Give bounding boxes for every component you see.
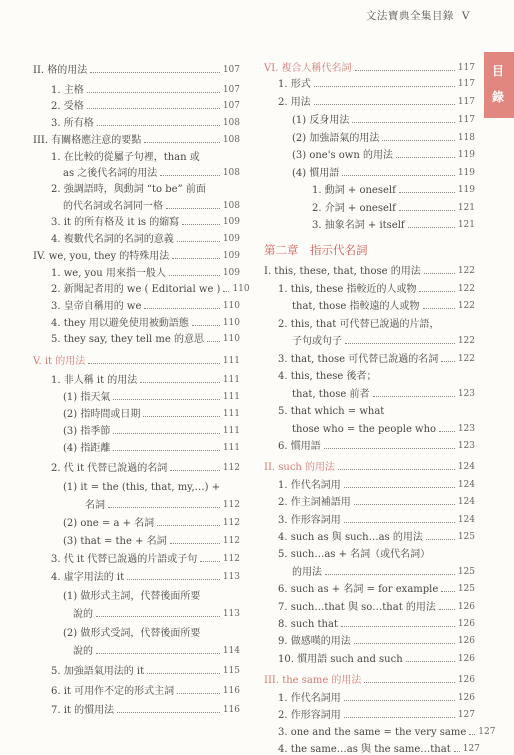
toc-entry[interactable] bbox=[63, 392, 240, 403]
toc-entry-title: 3. 代 it 代替已說過的片語或子句 bbox=[51, 554, 198, 565]
toc-entry[interactable] bbox=[51, 234, 240, 245]
dot-leader bbox=[399, 210, 455, 211]
dot-leader bbox=[96, 616, 220, 617]
toc-entry-title: (1) 指天氣 bbox=[63, 392, 111, 403]
toc-entry-page: 124 bbox=[457, 480, 475, 490]
dot-leader bbox=[140, 382, 220, 383]
dot-leader bbox=[147, 673, 220, 674]
toc-entry[interactable] bbox=[51, 268, 240, 279]
toc-entry-title: 4. such as 與 such…as 的用法 bbox=[278, 532, 423, 543]
toc-entry-page: 112 bbox=[222, 536, 240, 546]
toc-entry-title: (2) 加強語氣的用法 bbox=[292, 133, 380, 144]
toc-entry[interactable] bbox=[278, 549, 475, 560]
toc-entry[interactable] bbox=[278, 497, 475, 508]
toc-entry-page: 111 bbox=[222, 392, 240, 402]
toc-entry-page: 124 bbox=[457, 462, 475, 472]
toc-entry-page: 112 bbox=[222, 554, 240, 564]
toc-entry-page: 109 bbox=[222, 251, 240, 261]
toc-entry-title: 10. 慣用語 such and such bbox=[278, 654, 403, 665]
dot-leader bbox=[355, 70, 455, 71]
toc-entry-page: 122 bbox=[457, 336, 475, 346]
dot-leader bbox=[160, 175, 220, 176]
toc-entry[interactable] bbox=[51, 284, 250, 295]
toc-entry[interactable] bbox=[63, 201, 240, 212]
dot-leader bbox=[113, 399, 219, 400]
toc-entry-title: 6. such as + 名詞 = for example bbox=[278, 584, 439, 595]
toc-entry[interactable] bbox=[278, 654, 475, 665]
toc-entry[interactable] bbox=[51, 686, 240, 697]
toc-entry-title: V. it 的用法 bbox=[33, 356, 86, 367]
toc-entry[interactable] bbox=[51, 118, 240, 129]
toc-entry[interactable] bbox=[51, 334, 240, 345]
toc-entry-title: 名詞 bbox=[85, 500, 105, 511]
toc-entry[interactable] bbox=[264, 675, 475, 686]
dot-leader bbox=[166, 208, 220, 209]
dot-leader bbox=[439, 609, 455, 610]
toc-entry-page: 108 bbox=[222, 168, 240, 178]
dot-leader bbox=[441, 591, 455, 592]
toc-entry-title: 子句或句子 bbox=[292, 336, 342, 347]
toc-entry-title: 1. 作代名詞用 bbox=[278, 693, 341, 704]
toc-entry-page: 126 bbox=[457, 619, 475, 629]
toc-entry-page: 116 bbox=[222, 686, 240, 696]
toc-entry-title: (2) 做形式受詞，代替後面所要 bbox=[63, 628, 201, 639]
toc-entry-page: 117 bbox=[457, 115, 475, 125]
toc-entry-page: 113 bbox=[222, 609, 240, 619]
dot-leader bbox=[324, 448, 455, 449]
toc-entry-title: those who = the people who bbox=[292, 424, 437, 435]
toc-entry[interactable] bbox=[292, 389, 475, 400]
toc-entry[interactable] bbox=[63, 482, 240, 493]
toc-entry-page: 111 bbox=[222, 443, 240, 453]
toc-entry[interactable] bbox=[33, 251, 240, 262]
dot-leader bbox=[341, 626, 455, 627]
dot-leader bbox=[144, 308, 219, 309]
toc-entry-title: 2. 強調語時，與動詞 “to be” 前面 bbox=[51, 184, 206, 195]
dot-leader bbox=[177, 241, 220, 242]
toc-entry[interactable] bbox=[312, 220, 475, 231]
toc-entry-title: 1. 形式 bbox=[278, 79, 311, 90]
toc-entry-page: 126 bbox=[457, 675, 475, 685]
toc-entry[interactable] bbox=[292, 168, 475, 179]
toc-entry-title: (1) 做形式主詞，代替後面所要 bbox=[63, 591, 201, 602]
toc-entry-title: (3) that = the + 名詞 bbox=[63, 536, 167, 547]
toc-entry[interactable] bbox=[63, 628, 240, 639]
toc-entry-title: (3) 指季節 bbox=[63, 426, 111, 437]
toc-entry-title: I. this, these, that, those 的用法 bbox=[264, 266, 421, 277]
dot-leader bbox=[314, 86, 455, 87]
toc-entry[interactable] bbox=[278, 532, 475, 543]
toc-entry-title: 3. 皇帝自稱用的 we bbox=[51, 301, 142, 312]
toc-entry-title: 5. such…as + 名詞（或代名詞） bbox=[278, 549, 431, 560]
toc-entry-page: 126 bbox=[457, 654, 475, 664]
toc-entry-page: 109 bbox=[222, 234, 240, 244]
toc-entry-page: 126 bbox=[457, 602, 475, 612]
toc-entry-title: (2) one = a + 名詞 bbox=[63, 518, 155, 529]
dot-leader bbox=[344, 522, 455, 523]
toc-entry-title: 2. 新聞記者用的 we ( Editorial we ) bbox=[51, 284, 221, 295]
dot-leader bbox=[373, 396, 455, 397]
dot-leader bbox=[439, 431, 455, 432]
dot-leader bbox=[423, 308, 455, 309]
toc-entry-title: VI. 複合人稱代名詞 bbox=[264, 63, 352, 74]
toc-entry-title: 7. such…that 與 so…that 的用法 bbox=[278, 602, 436, 613]
toc-entry-page: 117 bbox=[457, 97, 475, 107]
dot-leader bbox=[454, 751, 460, 752]
chapter-heading[interactable] bbox=[264, 244, 475, 257]
dot-leader bbox=[223, 291, 229, 292]
toc-entry-page: 127 bbox=[478, 727, 496, 737]
toc-entry-page: 116 bbox=[222, 705, 240, 715]
dot-leader bbox=[406, 661, 455, 662]
toc-entry[interactable] bbox=[73, 609, 240, 620]
toc-entry-title: 說的 bbox=[73, 646, 93, 657]
toc-entry-page: 115 bbox=[222, 666, 240, 676]
toc-entry-page: 126 bbox=[457, 693, 475, 703]
toc-entry-page: 125 bbox=[457, 532, 475, 542]
toc-entry[interactable] bbox=[278, 710, 475, 721]
dot-leader bbox=[342, 175, 454, 176]
dot-leader bbox=[314, 104, 455, 105]
toc-entry[interactable] bbox=[73, 646, 240, 657]
toc-entry-page: 111 bbox=[222, 409, 240, 419]
toc-entry[interactable] bbox=[278, 284, 475, 295]
toc-entry-title: 4. they 用以避免使用被動語態 bbox=[51, 318, 189, 329]
dot-leader bbox=[170, 543, 220, 544]
toc-entry-page: 121 bbox=[457, 220, 475, 230]
toc-entry-page: 123 bbox=[457, 441, 475, 451]
toc-entry-title: (4) 指距離 bbox=[63, 443, 111, 454]
toc-entry-title: 2. 作形容詞用 bbox=[278, 710, 341, 721]
toc-entry-page: 117 bbox=[457, 63, 475, 73]
toc-entry-title: (1) 反身用法 bbox=[292, 115, 350, 126]
toc-entry[interactable] bbox=[278, 584, 475, 595]
toc-entry-title: 5. they say, they tell me 的意思 bbox=[51, 334, 204, 345]
toc-entry[interactable] bbox=[278, 619, 475, 630]
dot-leader bbox=[117, 712, 220, 713]
dot-leader bbox=[182, 224, 220, 225]
toc-entry[interactable] bbox=[312, 185, 475, 196]
toc-entry[interactable] bbox=[51, 554, 240, 565]
toc-entry[interactable] bbox=[278, 636, 475, 647]
toc-entry-title: (4) 慣用語 bbox=[292, 168, 340, 179]
toc-entry-title: 1. this, these 指較近的人或物 bbox=[278, 284, 417, 295]
toc-entry[interactable] bbox=[292, 301, 475, 312]
toc-entry-title: 4. the same…as 與 the same…that bbox=[278, 744, 451, 755]
dot-leader bbox=[419, 291, 454, 292]
toc-entry[interactable] bbox=[51, 217, 240, 228]
dot-leader bbox=[97, 125, 220, 126]
toc-entry-title: (2) 指時間或日期 bbox=[63, 409, 141, 420]
toc-entry-title: 3. one and the same = the very same bbox=[278, 727, 467, 738]
toc-entry[interactable] bbox=[278, 693, 475, 704]
header-title: 文法寶典全集目錄 bbox=[365, 10, 454, 22]
toc-entry-title: 2. this, that 可代替已說過的片語， bbox=[278, 319, 440, 330]
toc-entry[interactable] bbox=[278, 515, 475, 526]
toc-entry-page: 119 bbox=[457, 168, 475, 178]
side-tab-char: 錄 bbox=[492, 90, 505, 104]
toc-entry[interactable] bbox=[33, 356, 240, 367]
toc-entry[interactable] bbox=[278, 371, 475, 382]
toc-entry-page: 111 bbox=[222, 356, 240, 366]
toc-entry-title: 1. we, you 用來指一般人 bbox=[51, 268, 166, 279]
toc-entry-title: 2. 代 it 代替已說過的名詞 bbox=[51, 463, 168, 474]
toc-entry[interactable] bbox=[312, 203, 475, 214]
dot-leader bbox=[144, 142, 220, 143]
toc-entry-title: 2. 用法 bbox=[278, 97, 311, 108]
toc-entry-page: 118 bbox=[457, 133, 475, 143]
toc-entry-title: that, those 指較遠的人或物 bbox=[292, 301, 420, 312]
toc-entry-page: 112 bbox=[222, 518, 240, 528]
toc-entry-page: 110 bbox=[222, 301, 240, 311]
toc-entry[interactable] bbox=[51, 301, 240, 312]
toc-entry-page: 117 bbox=[457, 79, 475, 89]
toc-entry-title: 4. 虛字用法的 it bbox=[51, 572, 125, 583]
dot-leader bbox=[424, 273, 455, 274]
toc-entry-page: 122 bbox=[457, 266, 475, 276]
toc-entry[interactable] bbox=[85, 500, 240, 511]
toc-entry-page: 110 bbox=[222, 334, 240, 344]
dot-leader bbox=[354, 643, 455, 644]
toc-entry-title: 1. 作代名詞用 bbox=[278, 480, 341, 491]
dot-leader bbox=[108, 507, 220, 508]
toc-entry-page: 122 bbox=[457, 284, 475, 294]
toc-entry[interactable] bbox=[278, 354, 475, 365]
dot-leader bbox=[143, 416, 219, 417]
toc-entry-page: 127 bbox=[462, 744, 480, 754]
dot-leader bbox=[469, 734, 475, 735]
dot-leader bbox=[426, 539, 455, 540]
toc-entry[interactable] bbox=[63, 168, 240, 179]
toc-entry[interactable] bbox=[278, 97, 475, 108]
toc-entry-page: 126 bbox=[457, 636, 475, 646]
toc-entry-title: 3. 所有格 bbox=[51, 118, 94, 129]
toc-entry-page: 112 bbox=[222, 463, 240, 473]
toc-entry[interactable] bbox=[51, 85, 240, 96]
dot-leader bbox=[170, 470, 220, 471]
header-page-number: V bbox=[461, 10, 470, 22]
dot-leader bbox=[441, 361, 455, 362]
dot-leader bbox=[207, 341, 220, 342]
toc-entry-title: 1. 動詞 + oneself bbox=[312, 185, 396, 196]
toc-entry-page: 113 bbox=[222, 572, 240, 582]
toc-entry-page: 124 bbox=[457, 497, 475, 507]
toc-entry[interactable] bbox=[51, 184, 240, 195]
toc-entry-title: 6. 慣用語 bbox=[278, 441, 321, 452]
dot-leader bbox=[88, 363, 220, 364]
toc-entry[interactable] bbox=[278, 319, 475, 330]
dot-leader bbox=[325, 574, 455, 575]
toc-entry-page: 125 bbox=[457, 584, 475, 594]
toc-entry-title: 5. 加強語氣用法的 it bbox=[51, 666, 145, 677]
toc-entry[interactable] bbox=[51, 705, 240, 716]
toc-entry-page: 114 bbox=[222, 646, 240, 656]
toc-entry-page: 119 bbox=[457, 185, 475, 195]
dot-leader bbox=[399, 192, 455, 193]
running-header bbox=[366, 8, 470, 23]
toc-entry-title: 6. it 可用作不定的形式主詞 bbox=[51, 686, 175, 697]
toc-entry-title: 3. 抽象名詞 + itself bbox=[312, 220, 405, 231]
toc-entry-page: 108 bbox=[222, 201, 240, 211]
toc-entry-page: 119 bbox=[457, 150, 475, 160]
dot-leader bbox=[345, 343, 455, 344]
toc-entry-page: 111 bbox=[222, 426, 240, 436]
toc-entry[interactable] bbox=[292, 424, 475, 435]
toc-entry[interactable] bbox=[278, 406, 475, 417]
dot-leader bbox=[364, 682, 454, 683]
toc-entry[interactable] bbox=[278, 744, 480, 755]
toc-entry[interactable] bbox=[33, 135, 240, 146]
dot-leader bbox=[344, 717, 455, 718]
toc-entry-page: 127 bbox=[457, 710, 475, 720]
toc-entry-title: 4. 複數代名詞的名詞的意義 bbox=[51, 234, 174, 245]
toc-entry-title: II. 格的用法 bbox=[33, 65, 88, 76]
toc-entry-page: 125 bbox=[457, 567, 475, 577]
dot-leader bbox=[354, 504, 455, 505]
toc-entry-page: 124 bbox=[457, 515, 475, 525]
toc-entry[interactable] bbox=[292, 567, 475, 578]
toc-entry-page: 109 bbox=[222, 268, 240, 278]
dot-leader bbox=[344, 487, 455, 488]
toc-entry-page: 121 bbox=[457, 203, 475, 213]
dot-leader bbox=[96, 653, 220, 654]
toc-entry-title: (3) one's own 的用法 bbox=[292, 150, 393, 161]
toc-entry-title: 8. such that bbox=[278, 619, 338, 630]
toc-entry-title: (1) it = the (this, that, my,…) + bbox=[63, 482, 221, 493]
toc-entry[interactable] bbox=[63, 443, 240, 454]
toc-entry-page: 107 bbox=[222, 101, 240, 111]
dot-leader bbox=[127, 579, 220, 580]
toc-entry-title: 2. 受格 bbox=[51, 101, 84, 112]
toc-entry[interactable] bbox=[63, 409, 240, 420]
toc-entry-title: 第二章 指示代名詞 bbox=[264, 243, 368, 257]
toc-entry-title: 3. 作形容詞用 bbox=[278, 515, 341, 526]
dot-leader bbox=[192, 325, 220, 326]
dot-leader bbox=[157, 525, 220, 526]
toc-entry[interactable] bbox=[51, 666, 240, 677]
toc-entry-title: III. the same 的用法 bbox=[264, 675, 362, 686]
toc-entry-page: 123 bbox=[457, 424, 475, 434]
dot-leader bbox=[113, 450, 219, 451]
toc-entry-title: 1. 主格 bbox=[51, 85, 84, 96]
toc-entry[interactable] bbox=[33, 65, 240, 76]
toc-entry-title: 1. 在比較的從屬子句裡，than 或 bbox=[51, 152, 200, 163]
toc-entry[interactable] bbox=[51, 572, 240, 583]
toc-entry[interactable] bbox=[264, 63, 475, 74]
toc-entry-page: 109 bbox=[222, 217, 240, 227]
toc-entry[interactable] bbox=[63, 426, 240, 437]
toc-entry-title: 4. this, these 後者； bbox=[278, 371, 377, 382]
toc-entry[interactable] bbox=[292, 115, 475, 126]
toc-entry-title: as 之後代名詞的用法 bbox=[63, 168, 158, 179]
toc-entry-title: that, those 前者 bbox=[292, 389, 370, 400]
toc-entry-title: 1. 非人稱 it 的用法 bbox=[51, 375, 138, 386]
toc-entry-title: IV. we, you, they 的特殊用法 bbox=[33, 251, 170, 262]
dot-leader bbox=[87, 92, 220, 93]
dot-leader bbox=[344, 700, 455, 701]
toc-entry-title: III. 有關格應注意的要點 bbox=[33, 135, 142, 146]
toc-entry-page: 123 bbox=[457, 389, 475, 399]
dot-leader bbox=[87, 108, 220, 109]
toc-entry-title: 2. 作主詞補語用 bbox=[278, 497, 351, 508]
dot-leader bbox=[200, 561, 220, 562]
toc-entry-page: 108 bbox=[222, 118, 240, 128]
toc-entry-title: 3. it 的所有格及 it is 的縮寫 bbox=[51, 217, 180, 228]
toc-entry-page: 112 bbox=[222, 500, 240, 510]
dot-leader bbox=[382, 140, 454, 141]
toc-entry[interactable] bbox=[292, 336, 475, 347]
toc-entry[interactable] bbox=[63, 518, 240, 529]
toc-entry-page: 111 bbox=[222, 375, 240, 385]
dot-leader bbox=[169, 275, 220, 276]
toc-entry-page: 108 bbox=[222, 135, 240, 145]
toc-entry-title: 3. that, those 可代替已說過的名詞 bbox=[278, 354, 439, 365]
toc-entry-title: 的用法 bbox=[292, 567, 322, 578]
toc-entry-title: 7. it 的慣用法 bbox=[51, 705, 115, 716]
toc-entry[interactable] bbox=[51, 101, 240, 112]
toc-entry[interactable] bbox=[51, 152, 240, 163]
toc-entry-title: II. such 的用法 bbox=[264, 462, 336, 473]
toc-entry[interactable] bbox=[51, 375, 240, 386]
toc-entry[interactable] bbox=[278, 602, 475, 613]
dot-leader bbox=[338, 469, 455, 470]
dot-leader bbox=[90, 72, 220, 73]
dot-leader bbox=[396, 157, 455, 158]
toc-entry[interactable] bbox=[63, 591, 240, 602]
toc-entry-page: 107 bbox=[222, 65, 240, 75]
toc-entry-page: 110 bbox=[222, 318, 240, 328]
toc-entry[interactable] bbox=[278, 441, 475, 452]
dot-leader bbox=[352, 122, 454, 123]
toc-entry[interactable] bbox=[264, 462, 475, 473]
toc-entry-title: 9. 做感嘆的用法 bbox=[278, 636, 351, 647]
toc-entry[interactable] bbox=[278, 727, 496, 738]
dot-leader bbox=[408, 227, 455, 228]
toc-entry-page: 107 bbox=[222, 85, 240, 95]
toc-entry[interactable] bbox=[51, 318, 240, 329]
toc-entry-page: 110 bbox=[232, 284, 250, 294]
toc-entry[interactable] bbox=[63, 536, 240, 547]
toc-entry-page: 122 bbox=[457, 354, 475, 364]
toc-entry-page: 122 bbox=[457, 301, 475, 311]
toc-entry[interactable] bbox=[292, 150, 475, 161]
toc-entry-title: 說的 bbox=[73, 609, 93, 620]
toc-entry[interactable] bbox=[278, 480, 475, 491]
toc-entry-title: 5. that which = what bbox=[278, 406, 385, 417]
toc-entry[interactable] bbox=[278, 79, 475, 90]
dot-leader bbox=[172, 258, 220, 259]
toc-entry[interactable] bbox=[51, 463, 240, 474]
dot-leader bbox=[177, 693, 220, 694]
dot-leader bbox=[113, 433, 219, 434]
toc-entry-title: 的代名詞或名詞同一格 bbox=[63, 201, 163, 212]
toc-entry[interactable] bbox=[264, 266, 475, 277]
side-tab-char: 目 bbox=[492, 64, 505, 78]
toc-entry-title: 2. 介詞 + oneself bbox=[312, 203, 396, 214]
toc-entry[interactable] bbox=[292, 133, 475, 144]
side-tab-contents bbox=[484, 52, 514, 118]
